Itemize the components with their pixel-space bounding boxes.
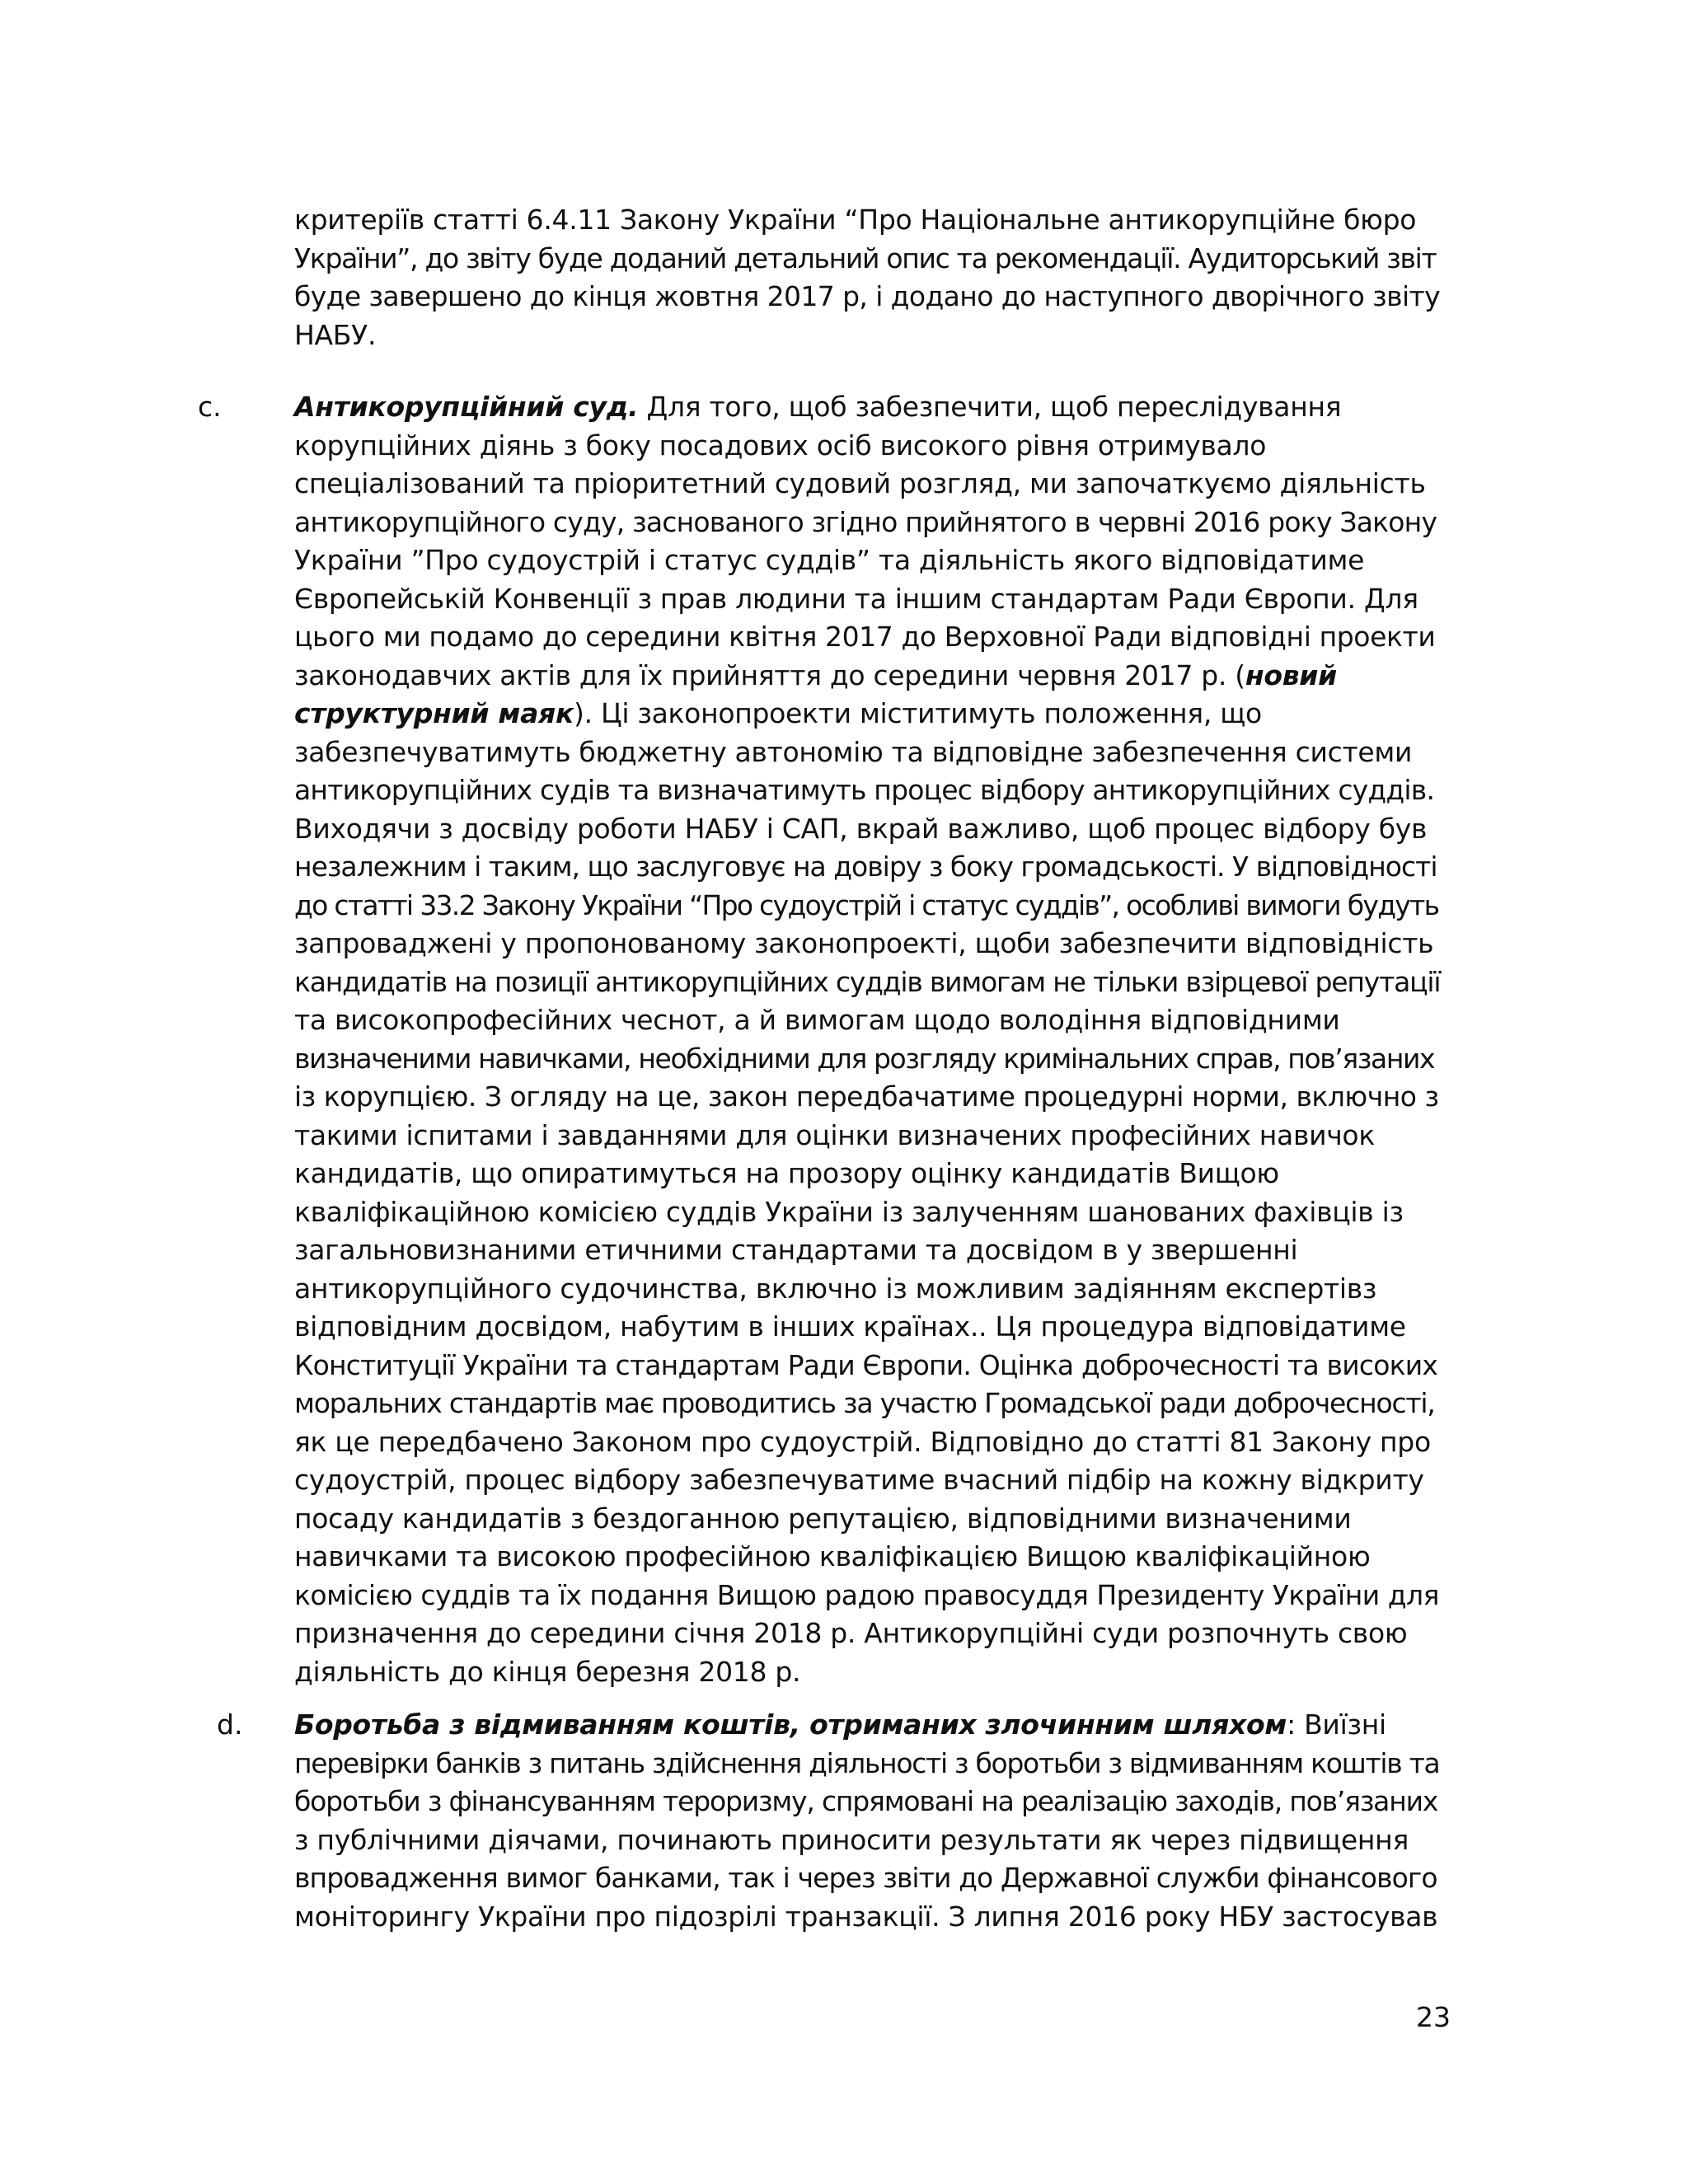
text-line: навичками та високою професійною кваліфікацією Вищою кваліфікаційною [294, 1540, 1371, 1572]
section-d-marker: d. [217, 1708, 243, 1741]
beacon-label-part1: новий [1245, 658, 1337, 691]
text-line: такими іспитами і завданнями для оцінки визначених професійних навичок [294, 1118, 1375, 1151]
text-line: Виходячи з досвіду роботи НАБУ і САП, вкрай важливо, щоб процес відбору був [294, 812, 1428, 845]
text-line: антикорупційних судів та визначатимуть процес відбору антикорупційних суддів. [294, 774, 1435, 806]
section-c-heading: Антикорупційний суд. [294, 391, 639, 423]
page-number: 23 [1416, 2001, 1451, 2033]
text-line: моральних стандартів має проводитись за участю Громадської ради доброчесності, [294, 1387, 1435, 1419]
text-line: судоустрій, процес відбору забезпечуватиме вчасний підбір на кожну відкриту [294, 1464, 1424, 1496]
text-line: боротьби з фінансуванням тероризму, спрямовані на реалізацію заходів, пов’язаних [294, 1785, 1438, 1817]
text-line: Конституції України та стандартам Ради Європи. Оцінка доброчесності та високих [294, 1348, 1438, 1381]
text-line: незалежним і таким, що заслуговує на довіру з боку громадськості. У відповідності [294, 851, 1437, 883]
text-line: відповідним досвідом, набутим в інших країнах.. Ця процедура відповідатиме [294, 1310, 1406, 1343]
text-line: України ”Про судоустрій і статус суддів” та діяльність якого відповідатиме [294, 544, 1365, 576]
text-line-with-beacon [294, 657, 1440, 696]
text-line: визначеними навичками, необхідними для розгляду кримінальних справ, пов’язаних [294, 1042, 1435, 1075]
text-line: перевірки банків з питань здійснення діяльності з боротьби з відмиванням коштів та [294, 1746, 1440, 1779]
section-c-marker: c. [198, 391, 222, 423]
text-line: комісією суддів та їх подання Вищою радою правосуддя Президенту України для [294, 1578, 1439, 1611]
text-line: кандидатів на позиції антикорупційних суддів вимогам не тільки взірцевої репутації [294, 965, 1441, 998]
text-line: призначення до середини січня 2018 р. Антикорупційні суди розпочнуть свою [294, 1617, 1408, 1649]
section-c-first-line-text: Для того, щоб забезпечити, щоб переслідування [638, 391, 1342, 423]
beacon-label-part2: структурний маяк [294, 697, 574, 729]
text-line: запроваджені у пропонованому законопроекті, щоби забезпечити відповідність [294, 927, 1434, 959]
text-line: буде завершено до кінця жовтня 2017 р, і додано до наступного дворічного звіту [294, 280, 1441, 312]
section-c-paragraph [294, 388, 1440, 1691]
text-line: моніторингу України про підозрілі транзакції. З липня 2016 року НБУ застосував [294, 1900, 1438, 1933]
section-c-first-line [294, 388, 1440, 427]
text-line: з публічними діячами, починають приносити результати як через підвищення [294, 1823, 1409, 1856]
text-line: із корупцією. З огляду на це, закон передбачатиме процедурні норми, включно з [294, 1080, 1439, 1113]
text-line: загальновизнаними етичними стандартами та досвідом в у звершенні [294, 1234, 1298, 1266]
text-line: НАБУ. [294, 318, 377, 351]
text-line: до статті 33.2 Закону України “Про судоустрій і статус суддів”, особливі вимоги будуть [294, 888, 1439, 921]
text-line: та високопрофесійних чеснот, а й вимогам щодо володіння відповідними [294, 1004, 1340, 1036]
text-line: цього ми подамо до середини квітня 2017 до Верховної Ради відповідні проекти [294, 621, 1436, 653]
intro-paragraph [294, 201, 1440, 354]
text-line-with-beacon [294, 695, 1440, 733]
text-line: впровадження вимог банками, так і через звіти до Державної служби фінансового [294, 1862, 1437, 1894]
text-line: як це передбачено Законом про судоустрій. Відповідно до статті 81 Закону про [294, 1425, 1431, 1458]
beacon-lead-text: законодавчих актів для їх прийняття до середини червня 2017 р. ( [294, 658, 1245, 691]
text-line: антикорупційного суду, заснованого згідно прийнятого в червні 2016 року Закону [294, 505, 1437, 538]
text-line: діяльність до кінця березня 2018 р. [294, 1655, 801, 1688]
text-line: кандидатів, що опиратимуться на прозору оцінку кандидатів Вищою [294, 1157, 1279, 1189]
text-line: України”, до звіту буде доданий детальний опис та рекомендації. Аудиторський звіт [294, 241, 1437, 274]
beacon-trail-text: ). Ці законопроекти міститимуть положення, що [574, 697, 1262, 729]
text-line: спеціалізований та пріоритетний судовий розгляд, ми започаткуємо діяльність [294, 467, 1426, 499]
text-line: кваліфікаційною комісією суддів України із залученням шанованих фахівців із [294, 1195, 1404, 1228]
section-d-heading: Боротьба з відмиванням коштів, отриманих злочинним шляхом [294, 1708, 1287, 1741]
text-line: Європейській Конвенції з прав людини та іншим стандартам Ради Європи. Для [294, 582, 1418, 615]
section-d-first-line [294, 1706, 1440, 1745]
text-line: антикорупційного судочинства, включно із можливим задіянням експертівз [294, 1272, 1377, 1305]
section-d-paragraph [294, 1706, 1440, 1936]
text-line: посаду кандидатів з бездоганною репутацією, відповідними визначеними [294, 1502, 1352, 1535]
text-line: корупційних діянь з боку посадових осіб високого рівня отримувало [294, 429, 1267, 462]
text-line: критеріїв статті 6.4.11 Закону України “Про Національне антикорупційне бюро [294, 204, 1417, 236]
section-d-first-line-text: : Виїзні [1287, 1708, 1386, 1741]
text-line: забезпечуватимуть бюджетну автономію та відповідне забезпечення системи [294, 735, 1413, 768]
